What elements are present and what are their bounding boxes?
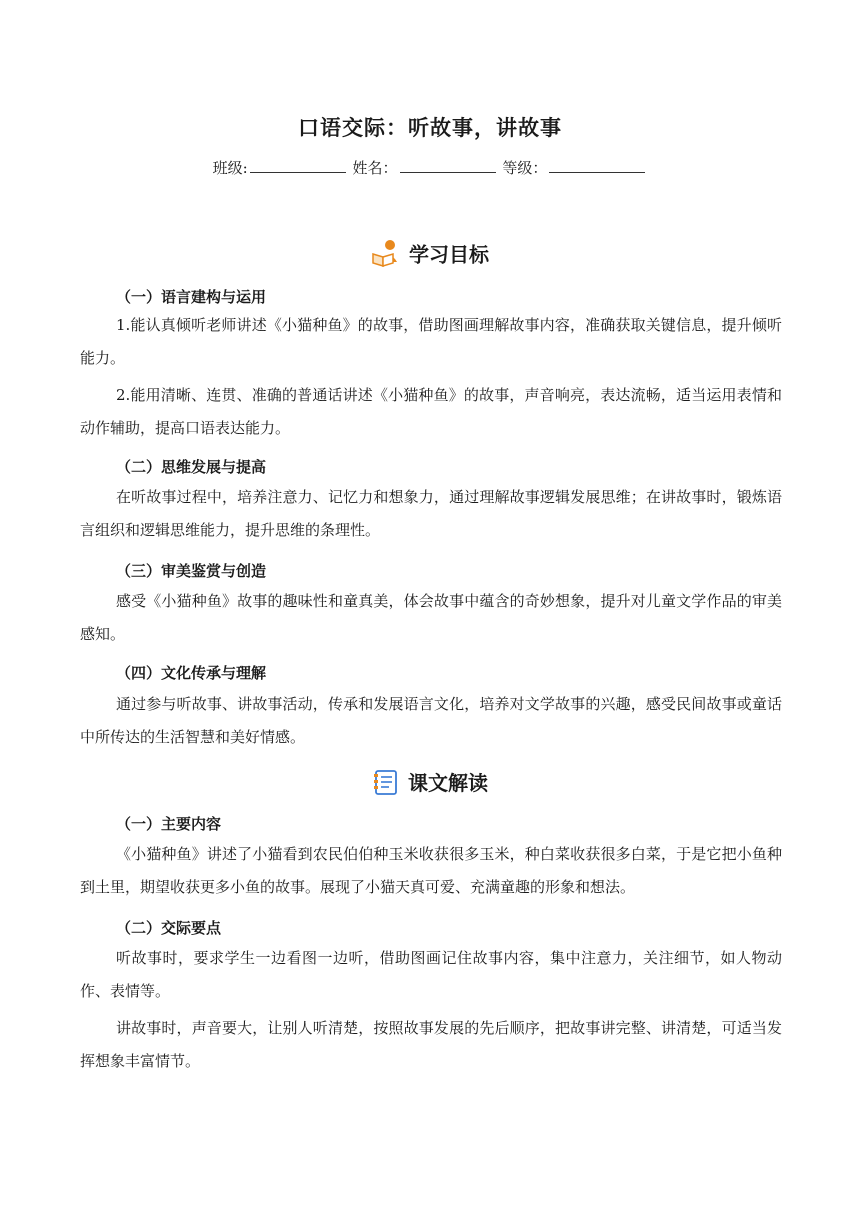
reading-s1-p1: 《小猫种鱼》讲述了小猫看到农民伯伯种玉米收获很多玉米，种白菜收获很多白菜，于是它把小鱼种到土里，期望收获更多小鱼的故事。展现了小猫天真可爱、充满童趣的形象和想法。 xyxy=(80,845,782,896)
goals-s1-p2: 2.能用清晰、连贯、准确的普通话讲述《小猫种鱼》的故事，声音响亮，表达流畅，适当运用表情和动作辅助，提高口语表达能力。 xyxy=(80,386,782,437)
reading-s2-p1: 听故事时，要求学生一边看图一边听，借助图画记住故事内容，集中注意力，关注细节，如人物动作、表情等。 xyxy=(80,949,782,1000)
reading-s1-title: （一）主要内容 xyxy=(116,815,222,833)
class-blank[interactable] xyxy=(250,156,346,173)
goals-s4-p1: 通过参与听故事、讲故事活动，传承和发展语言文化，培养对文学故事的兴趣，感受民间故事或童话中所传达的生活智慧和美好情感。 xyxy=(80,695,782,746)
name-blank[interactable] xyxy=(400,156,496,173)
goals-s3-title: （三）审美鉴赏与创造 xyxy=(116,562,267,580)
reading-s2-title: （二）交际要点 xyxy=(116,919,222,937)
goals-heading xyxy=(0,238,860,268)
student-info-line xyxy=(0,156,860,178)
reading-s2-p2: 讲故事时，声音要大，让别人听清楚，按照故事发展的先后顺序，把故事讲完整、讲清楚，可适当发挥想象丰富情节。 xyxy=(80,1019,782,1070)
name-label: 姓名： xyxy=(352,159,398,177)
class-label: 班级: xyxy=(212,159,248,177)
goals-heading-text: 学习目标 xyxy=(409,242,489,267)
notebook-icon xyxy=(372,768,400,796)
goals-s4-title: （四）文化传承与理解 xyxy=(116,664,267,682)
goals-s3-p1: 感受《小猫种鱼》故事的趣味性和童真美，体会故事中蕴含的奇妙想象，提升对儿童文学作品的审美感知。 xyxy=(80,592,782,643)
goals-s1-p1: 1.能认真倾听老师讲述《小猫种鱼》的故事，借助图画理解故事内容，准确获取关键信息，提升倾听能力。 xyxy=(80,316,782,367)
goals-s2-title: （二）思维发展与提高 xyxy=(116,458,267,476)
goals-s1-title: （一）语言建构与运用 xyxy=(116,288,267,306)
grade-blank[interactable] xyxy=(549,156,645,173)
reading-heading-text: 课文解读 xyxy=(408,771,488,795)
reading-heading xyxy=(0,767,860,796)
reading-person-icon xyxy=(371,238,401,268)
grade-label: 等级： xyxy=(502,159,548,177)
goals-s2-p1: 在听故事过程中，培养注意力、记忆力和想象力，通过理解故事逻辑发展思维；在讲故事时，锻炼语言组织和逻辑思维能力，提升思维的条理性。 xyxy=(80,488,782,539)
document-title: 口语交际：听故事，讲故事 xyxy=(298,115,562,140)
